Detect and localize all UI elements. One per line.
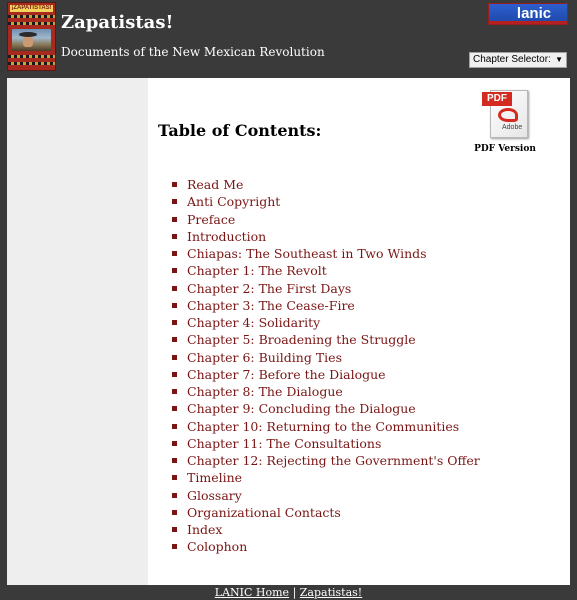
toc-item[interactable]: Anti Copyright [168, 193, 480, 210]
adobe-label: Adobe [502, 124, 523, 131]
cover-stripe [8, 55, 55, 58]
toc-item[interactable]: Chapter 11: The Consultations [168, 435, 480, 452]
book-cover-title: ¡ZAPATISTAS! [11, 5, 52, 11]
book-cover-image[interactable] [7, 2, 56, 71]
toc-item[interactable]: Timeline [168, 469, 480, 486]
cover-stripe [8, 62, 55, 65]
acrobat-swirl-icon [498, 108, 518, 122]
toc-item[interactable]: Preface [168, 211, 480, 228]
chapter-selector-label: Chapter Selector: [473, 54, 551, 65]
chapter-selector[interactable] [469, 52, 567, 68]
left-border [0, 78, 7, 585]
toc-item[interactable]: Read Me [168, 176, 480, 193]
pdf-tag: PDF [482, 92, 512, 106]
toc-item[interactable]: Chapter 8: The Dialogue [168, 383, 480, 400]
site-title: Zapatistas! [61, 12, 174, 33]
toc-item[interactable]: Chiapas: The Southeast in Two Winds [168, 245, 480, 262]
toc-item[interactable]: Chapter 6: Building Ties [168, 349, 480, 366]
sidebar [7, 78, 148, 585]
toc-item[interactable]: Chapter 10: Returning to the Communities [168, 418, 480, 435]
site-subtitle: Documents of the New Mexican Revolution [61, 45, 325, 59]
toc-item[interactable]: Chapter 5: Broadening the Struggle [168, 331, 480, 348]
right-border [570, 78, 577, 585]
chevron-down-icon: ▼ [555, 55, 563, 64]
toc-item[interactable]: Organizational Contacts [168, 504, 480, 521]
pdf-download[interactable] [470, 88, 540, 154]
pdf-version-label[interactable]: PDF Version [474, 144, 536, 154]
toc-item[interactable]: Chapter 2: The First Days [168, 280, 480, 297]
cover-hat [19, 32, 37, 37]
toc-item[interactable]: Chapter 7: Before the Dialogue [168, 366, 480, 383]
toc-item[interactable]: Chapter 3: The Cease-Fire [168, 297, 480, 314]
page-header [0, 0, 577, 78]
toc-item[interactable]: Chapter 4: Solidarity [168, 314, 480, 331]
toc-heading: Table of Contents: [158, 121, 322, 140]
cover-stripe [8, 15, 55, 18]
zapatistas-link[interactable]: Zapatistas! [299, 586, 363, 599]
toc-item[interactable]: Index [168, 521, 480, 538]
toc-item[interactable]: Introduction [168, 228, 480, 245]
toc-list [168, 176, 480, 556]
pdf-icon[interactable] [482, 88, 528, 138]
toc-item[interactable]: Chapter 9: Concluding the Dialogue [168, 400, 480, 417]
lanic-home-link[interactable]: LANIC Home [214, 586, 290, 599]
cover-stripe [8, 22, 55, 25]
lanic-logo[interactable]: lanic [488, 3, 568, 25]
toc-item[interactable]: Colophon [168, 538, 480, 555]
cover-photo [12, 29, 51, 51]
toc-item[interactable]: Glossary [168, 487, 480, 504]
page-footer [0, 585, 577, 600]
footer-separator: | [292, 586, 297, 599]
toc-item[interactable]: Chapter 12: Rejecting the Government's Offer [168, 452, 480, 469]
toc-item[interactable]: Chapter 1: The Revolt [168, 262, 480, 279]
